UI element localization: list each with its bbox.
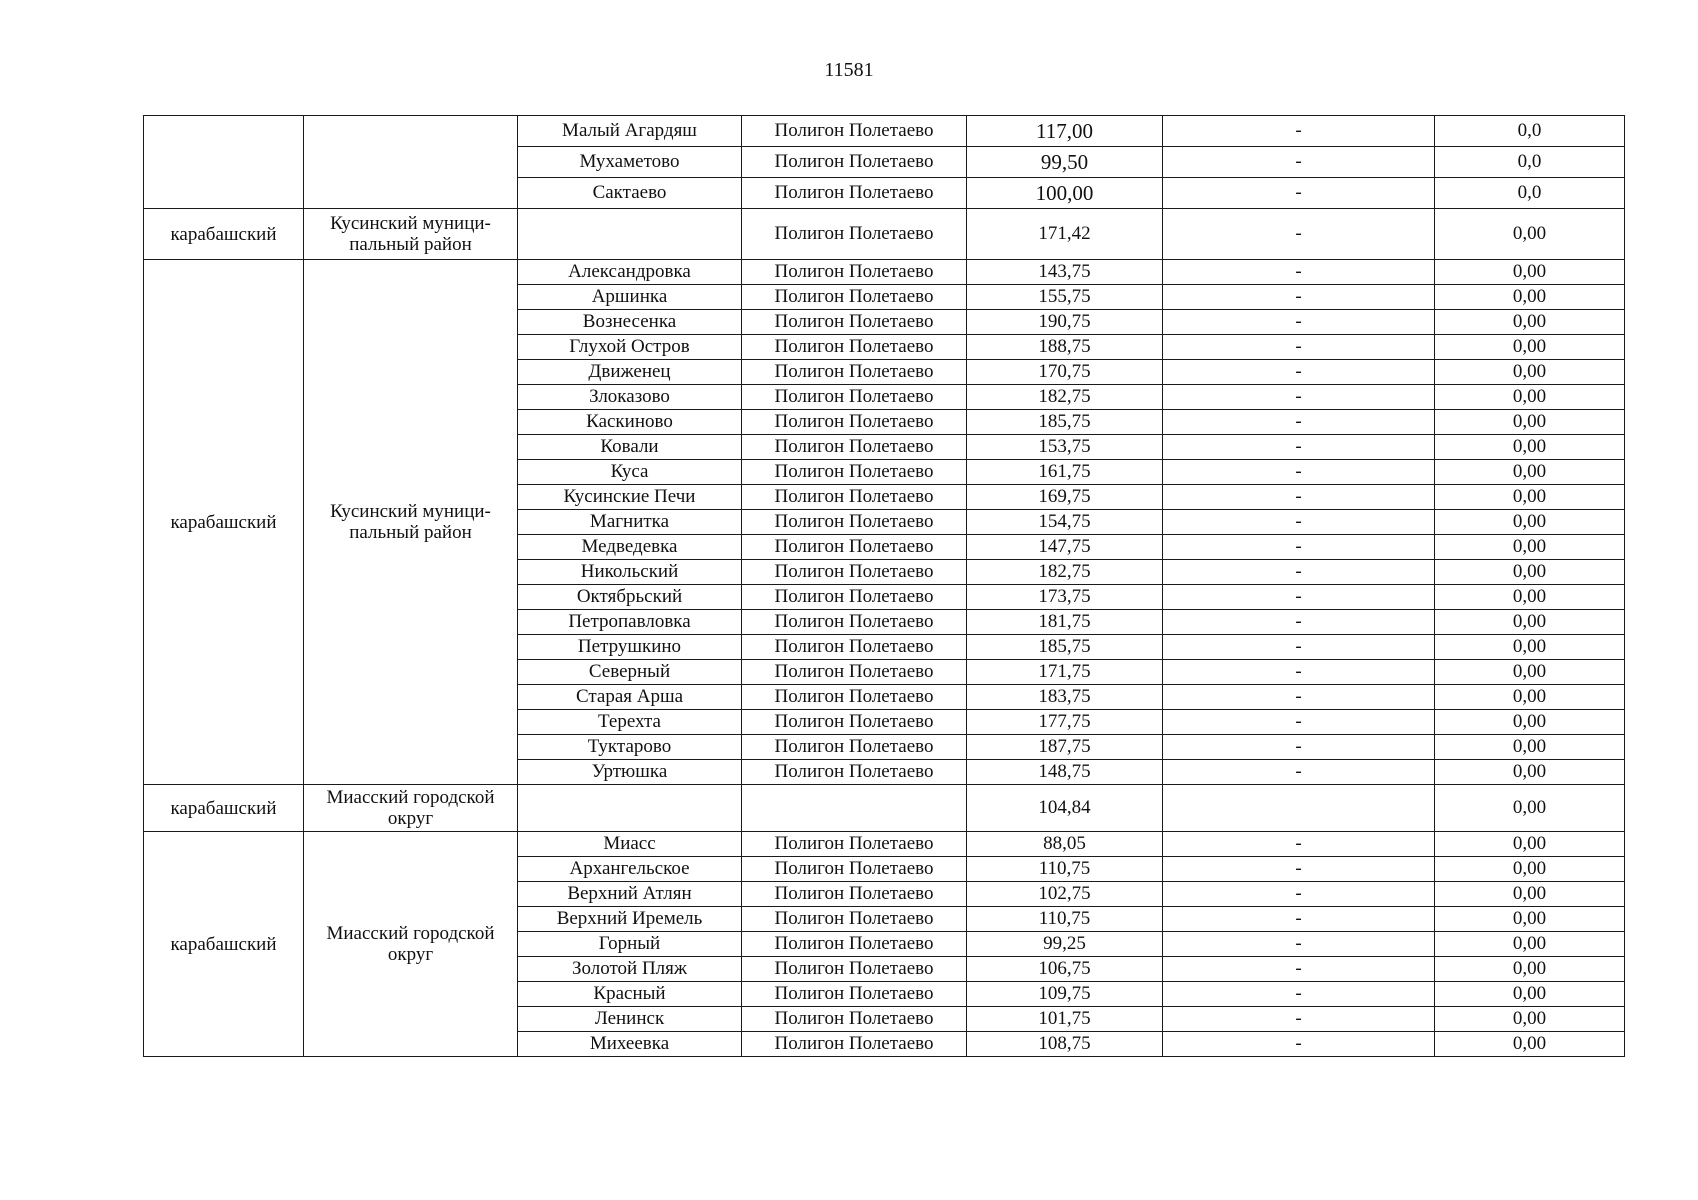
landfill-cell: Полигон Полетаево [742,535,967,560]
tariff-cell [1163,785,1435,832]
value-cell: 0,00 [1435,260,1625,285]
landfill-cell: Полигон Полетаево [742,209,967,260]
distance-cell: 104,84 [967,785,1163,832]
distance-cell: 170,75 [967,360,1163,385]
landfill-cell: Полигон Полетаево [742,385,967,410]
distance-cell: 101,75 [967,1007,1163,1032]
value-cell: 0,00 [1435,385,1625,410]
distance-cell: 110,75 [967,857,1163,882]
settlement-cell: Петропавловка [518,610,742,635]
value-cell: 0,00 [1435,410,1625,435]
tariff-cell: - [1163,178,1435,209]
value-cell: 0,00 [1435,982,1625,1007]
distance-cell: 173,75 [967,585,1163,610]
tariff-cell: - [1163,685,1435,710]
landfill-cell [742,785,967,832]
value-cell: 0,00 [1435,209,1625,260]
value-cell: 0,0 [1435,147,1625,178]
distance-cell: 106,75 [967,957,1163,982]
settlement-cell: Старая Арша [518,685,742,710]
landfill-cell: Полигон Полетаево [742,410,967,435]
landfill-cell: Полигон Полетаево [742,1007,967,1032]
value-cell: 0,00 [1435,710,1625,735]
settlement-cell: Золотой Пляж [518,957,742,982]
settlement-cell: Куса [518,460,742,485]
distance-cell: 187,75 [967,735,1163,760]
value-cell: 0,00 [1435,932,1625,957]
value-cell: 0,00 [1435,635,1625,660]
settlement-cell: Миасс [518,832,742,857]
tariff-cell: - [1163,460,1435,485]
distance-cell: 190,75 [967,310,1163,335]
landfill-cell: Полигон Полетаево [742,178,967,209]
tariff-cell: - [1163,360,1435,385]
landfill-cell: Полигон Полетаево [742,460,967,485]
tariff-cell: - [1163,535,1435,560]
settlement-cell: Красный [518,982,742,1007]
distance-cell: 185,75 [967,410,1163,435]
distance-cell: 153,75 [967,435,1163,460]
table-row-summary [144,785,1625,832]
landfill-cell: Полигон Полетаево [742,285,967,310]
settlement-cell: Александровка [518,260,742,285]
value-cell: 0,00 [1435,360,1625,385]
tariff-cell: - [1163,510,1435,535]
value-cell: 0,00 [1435,485,1625,510]
settlement-cell: Малый Агардяш [518,116,742,147]
settlement-cell: Северный [518,660,742,685]
landfill-cell: Полигон Полетаево [742,510,967,535]
value-cell: 0,00 [1435,535,1625,560]
settlement-cell: Глухой Остров [518,335,742,360]
settlement-cell: Уртюшка [518,760,742,785]
value-cell: 0,00 [1435,857,1625,882]
tariff-cell: - [1163,635,1435,660]
settlement-cell: Каскиново [518,410,742,435]
settlement-cell: Горный [518,932,742,957]
settlement-cell: Аршинка [518,285,742,310]
landfill-cell: Полигон Полетаево [742,857,967,882]
tariff-cell: - [1163,116,1435,147]
value-cell: 0,00 [1435,1032,1625,1057]
table-row [144,260,1625,285]
tariff-cell: - [1163,260,1435,285]
value-cell: 0,00 [1435,510,1625,535]
settlement-cell: Верхний Атлян [518,882,742,907]
value-cell: 0,00 [1435,907,1625,932]
tariff-cell: - [1163,982,1435,1007]
tariff-cell: - [1163,710,1435,735]
settlement-cell: Ковали [518,435,742,460]
settlement-cell: Сактаево [518,178,742,209]
landfill-cell: Полигон Полетаево [742,435,967,460]
municipality-cell: Кусинский муници-пальный район [304,209,518,260]
distance-cell: 171,42 [967,209,1163,260]
settlement-cell: Михеевка [518,1032,742,1057]
municipality-cell: Миасский городской округ [304,832,518,1057]
value-cell: 0,0 [1435,178,1625,209]
distance-cell: 148,75 [967,760,1163,785]
settlement-cell: Движенец [518,360,742,385]
distance-cell: 155,75 [967,285,1163,310]
tariff-cell: - [1163,907,1435,932]
municipality-cell [304,116,518,209]
distance-cell: 161,75 [967,460,1163,485]
operator-cell [144,116,304,209]
distance-cell: 177,75 [967,710,1163,735]
landfill-cell: Полигон Полетаево [742,147,967,178]
landfill-cell: Полигон Полетаево [742,907,967,932]
settlement-cell: Медведевка [518,535,742,560]
settlement-cell: Никольский [518,560,742,585]
landfill-cell: Полигон Полетаево [742,585,967,610]
value-cell: 0,00 [1435,460,1625,485]
distance-cell: 108,75 [967,1032,1163,1057]
distance-cell: 171,75 [967,660,1163,685]
landfill-cell: Полигон Полетаево [742,610,967,635]
value-cell: 0,00 [1435,882,1625,907]
tariff-cell: - [1163,1032,1435,1057]
value-cell: 0,00 [1435,785,1625,832]
tariff-cell: - [1163,932,1435,957]
tariff-cell: - [1163,882,1435,907]
tariff-cell: - [1163,660,1435,685]
value-cell: 0,00 [1435,310,1625,335]
tariff-cell: - [1163,760,1435,785]
settlement-cell: Терехта [518,710,742,735]
settlement-cell: Ленинск [518,1007,742,1032]
distance-cell: 100,00 [967,178,1163,209]
value-cell: 0,00 [1435,610,1625,635]
tariff-cell: - [1163,857,1435,882]
landfill-cell: Полигон Полетаево [742,560,967,585]
page-number: 11581 [824,59,874,81]
distance-cell: 183,75 [967,685,1163,710]
value-cell: 0,00 [1435,585,1625,610]
landfill-cell: Полигон Полетаево [742,310,967,335]
value-cell: 0,00 [1435,957,1625,982]
value-cell: 0,00 [1435,1007,1625,1032]
settlement-cell [518,785,742,832]
value-cell: 0,00 [1435,285,1625,310]
value-cell: 0,0 [1435,116,1625,147]
value-cell: 0,00 [1435,560,1625,585]
table-row [144,832,1625,857]
tariff-cell: - [1163,310,1435,335]
distance-cell: 181,75 [967,610,1163,635]
value-cell: 0,00 [1435,832,1625,857]
distance-cell: 102,75 [967,882,1163,907]
tariff-cell: - [1163,209,1435,260]
tariff-cell: - [1163,585,1435,610]
operator-cell: карабашский [144,832,304,1057]
distance-cell: 182,75 [967,560,1163,585]
table-body [144,116,1625,1057]
value-cell: 0,00 [1435,435,1625,460]
value-cell: 0,00 [1435,735,1625,760]
municipality-cell: Кусинский муници-пальный район [304,260,518,785]
landfill-cell: Полигон Полетаево [742,760,967,785]
value-cell: 0,00 [1435,660,1625,685]
table-row-summary [144,209,1625,260]
landfill-cell: Полигон Полетаево [742,360,967,385]
landfill-cell: Полигон Полетаево [742,832,967,857]
distance-cell: 117,00 [967,116,1163,147]
settlement-cell: Вознесенка [518,310,742,335]
landfill-cell: Полигон Полетаево [742,882,967,907]
landfill-cell: Полигон Полетаево [742,335,967,360]
distance-cell: 99,25 [967,932,1163,957]
settlement-cell: Архангельское [518,857,742,882]
landfill-cell: Полигон Полетаево [742,957,967,982]
municipality-cell: Миасский городской округ [304,785,518,832]
landfill-cell: Полигон Полетаево [742,982,967,1007]
distance-cell: 182,75 [967,385,1163,410]
settlement-cell [518,209,742,260]
distance-cell: 147,75 [967,535,1163,560]
distance-cell: 88,05 [967,832,1163,857]
landfill-cell: Полигон Полетаево [742,635,967,660]
operator-cell: карабашский [144,209,304,260]
tariff-cell: - [1163,285,1435,310]
value-cell: 0,00 [1435,685,1625,710]
landfill-cell: Полигон Полетаево [742,685,967,710]
settlement-cell: Петрушкино [518,635,742,660]
landfill-cell: Полигон Полетаево [742,735,967,760]
distance-cell: 110,75 [967,907,1163,932]
tariff-cell: - [1163,335,1435,360]
landfill-cell: Полигон Полетаево [742,116,967,147]
settlement-cell: Мухаметово [518,147,742,178]
landfill-cell: Полигон Полетаево [742,1032,967,1057]
landfill-cell: Полигон Полетаево [742,710,967,735]
distance-cell: 185,75 [967,635,1163,660]
settlement-cell: Туктарово [518,735,742,760]
tariff-cell: - [1163,735,1435,760]
landfill-cell: Полигон Полетаево [742,932,967,957]
table-row [144,116,1625,147]
tariff-cell: - [1163,610,1435,635]
landfill-cell: Полигон Полетаево [742,485,967,510]
settlement-cell: Октябрьский [518,585,742,610]
distance-cell: 188,75 [967,335,1163,360]
distance-cell: 109,75 [967,982,1163,1007]
settlement-cell: Кусинские Печи [518,485,742,510]
tariff-cell: - [1163,1007,1435,1032]
distance-cell: 154,75 [967,510,1163,535]
settlement-cell: Злоказово [518,385,742,410]
tariff-cell: - [1163,832,1435,857]
landfill-cell: Полигон Полетаево [742,260,967,285]
tariff-cell: - [1163,410,1435,435]
tariff-cell: - [1163,560,1435,585]
tariff-cell: - [1163,385,1435,410]
tariff-cell: - [1163,435,1435,460]
settlement-cell: Верхний Иремель [518,907,742,932]
distance-cell: 169,75 [967,485,1163,510]
tariff-cell: - [1163,957,1435,982]
operator-cell: карабашский [144,260,304,785]
landfill-cell: Полигон Полетаево [742,660,967,685]
distance-cell: 99,50 [967,147,1163,178]
value-cell: 0,00 [1435,760,1625,785]
tariff-cell: - [1163,147,1435,178]
tariff-cell: - [1163,485,1435,510]
distance-cell: 143,75 [967,260,1163,285]
data-table [143,115,1625,1057]
operator-cell: карабашский [144,785,304,832]
settlement-cell: Магнитка [518,510,742,535]
value-cell: 0,00 [1435,335,1625,360]
